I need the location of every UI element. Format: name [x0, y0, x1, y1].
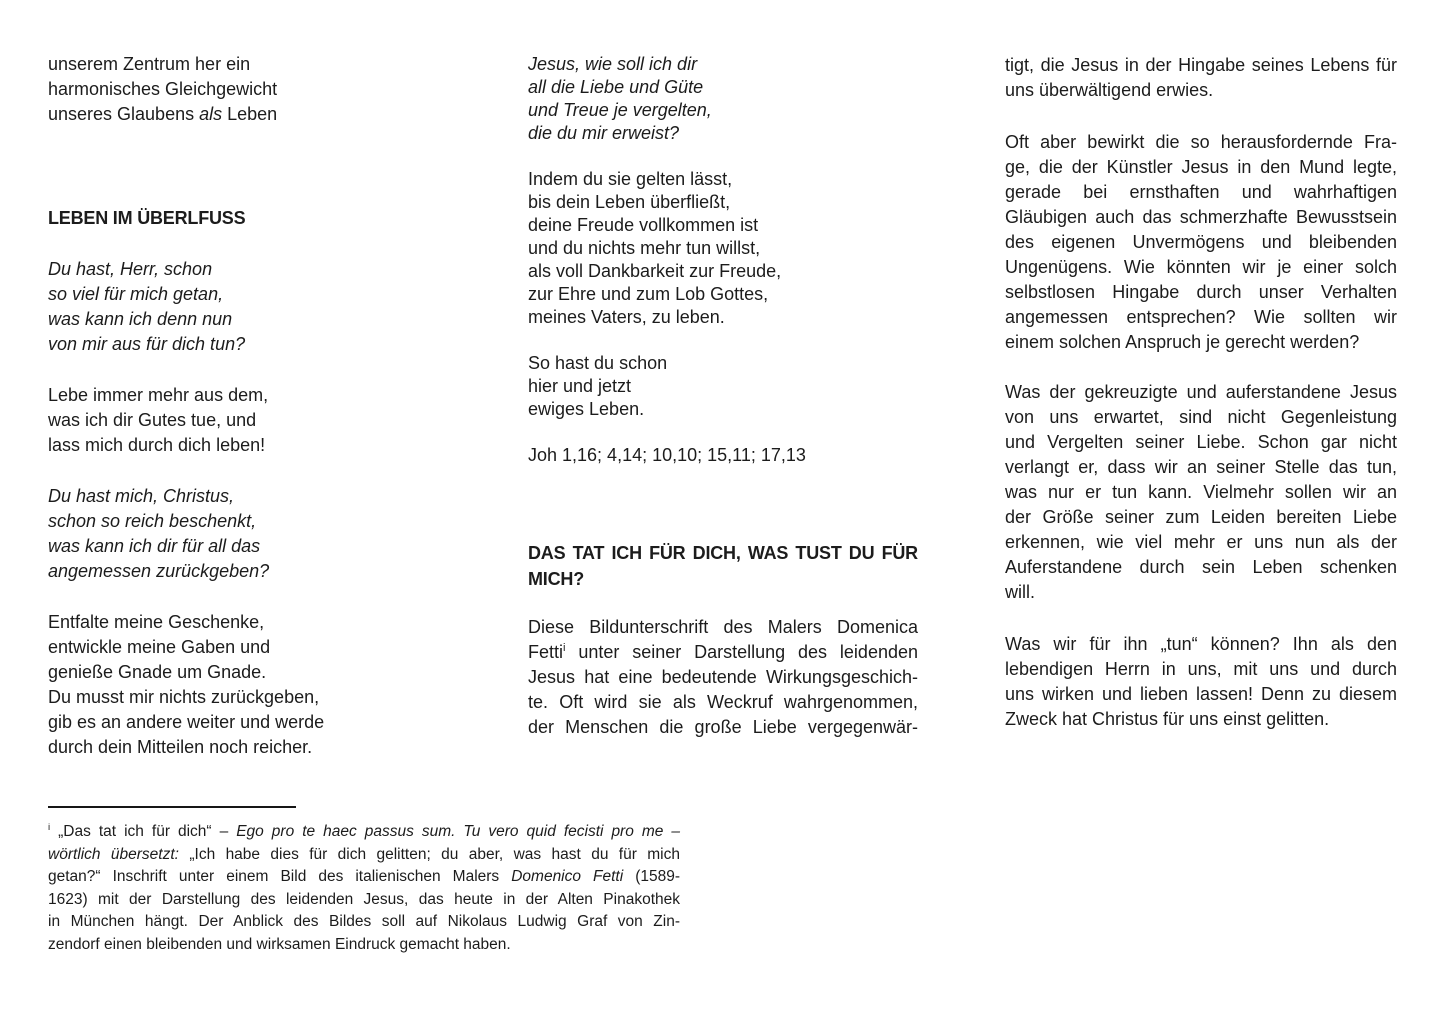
- footnote-reference-mark: i: [563, 642, 566, 654]
- text-line: zur Ehre und zum Lob Gottes,: [528, 284, 769, 304]
- text-line: Diese Bildunterschrift des Malers Domenica: [528, 617, 918, 637]
- stanza: [48, 610, 388, 760]
- text-line: Gläubigen auch das schmerzhafte Bewusstsein: [1005, 207, 1397, 227]
- text-line: tigt, die Jesus in der Hingabe seines Lebens für: [1005, 55, 1397, 75]
- text-line: uns überwältigend erwies.: [1005, 80, 1214, 100]
- text-line: meines Vaters, zu leben.: [528, 307, 725, 327]
- text-line: will.: [1005, 582, 1035, 602]
- text-line: was ich dir Gutes tue, und: [48, 410, 257, 430]
- text-line: bis dein Leben überfließt,: [528, 192, 731, 212]
- stanza: [48, 484, 388, 584]
- text-line: gib es an andere weiter und werde: [48, 712, 325, 732]
- column-right: [1005, 53, 1397, 732]
- text-line: durch dein Mitteilen noch reicher.: [48, 737, 313, 757]
- text-line: uns wirken und lieben lassen! Denn zu diesem: [1005, 684, 1397, 704]
- text-line: zendorf einen bleibenden und wirksamen Eindruck gemacht haben.: [48, 935, 511, 953]
- paragraph: [528, 615, 918, 740]
- text-line: Jesus, wie soll ich dir: [528, 54, 698, 74]
- stanza: [528, 443, 918, 468]
- text-line: MICH?: [528, 569, 584, 589]
- text-line: des eigenen Unvermögens und bleibenden: [1005, 232, 1397, 252]
- text-line: was nur er tun kann. Vielmehr sollen wir an: [1005, 482, 1397, 502]
- stanza: [528, 352, 918, 421]
- text-line: hier und jetzt: [528, 376, 632, 396]
- text-line: genieße Gnade um Gnade.: [48, 662, 267, 682]
- text-line: und du nichts mehr tun willst,: [528, 238, 761, 258]
- text-line: gerade bei ernsthaften und wahrhaftigen: [1005, 182, 1397, 202]
- footnote-section: [48, 806, 680, 956]
- text-line: unserem Zentrum her ein: [48, 54, 251, 74]
- text-line: harmonisches Gleichgewicht: [48, 79, 278, 99]
- text-line: Was wir für ihn „tun“ können? Ihn als den: [1005, 634, 1397, 654]
- text-line: was kann ich denn nun: [48, 309, 233, 329]
- text-line: und Treue je vergelten,: [528, 100, 712, 120]
- text-line: unseres Glaubens als Leben: [48, 104, 278, 124]
- text-line: Joh 1,16; 4,14; 10,10; 15,11; 17,13: [528, 445, 806, 465]
- text-line: ge, die der Künstler Jesus in den Mund legte,: [1005, 157, 1397, 177]
- text-line: Du hast, Herr, schon: [48, 259, 213, 279]
- text-line: $^i$ „Das tat ich für dich“ – Ego pro te haec passus sum. Tu vero quid fecisti pro me –: [48, 821, 680, 840]
- text-line: lebendigen Herrn in uns, mit uns und durch: [1005, 659, 1397, 679]
- text-line: von mir aus für dich tun?: [48, 334, 246, 354]
- footnote-text: [48, 821, 680, 956]
- paragraph: [48, 821, 680, 956]
- text-line: all die Liebe und Güte: [528, 77, 704, 97]
- text-line: angemessen entsprechen? Wie sollten wir: [1005, 307, 1397, 327]
- text-line: Fetti$^i$ unter seiner Darstellung des leidenden: [528, 642, 918, 662]
- text-line: Auferstandene durch sein Leben schenken: [1005, 557, 1397, 577]
- section-heading: [48, 205, 388, 231]
- text-line: wörtlich übersetzt: „Ich habe dies für dich gelitten; du aber, was hast du für mich: [48, 845, 680, 863]
- text-line: Zweck hat Christus für uns einst gelitten.: [1005, 709, 1330, 729]
- text-line: Du hast mich, Christus,: [48, 486, 235, 506]
- text-line: angemessen zurückgeben?: [48, 561, 270, 581]
- text-line: ewiges Leben.: [528, 399, 645, 419]
- stanza: [48, 257, 388, 357]
- text-line: Du musst mir nichts zurückgeben,: [48, 687, 320, 707]
- text-line: Ungenügens. Wie könnten wir je einer solch: [1005, 257, 1397, 277]
- text-line: Entfalte meine Geschenke,: [48, 612, 265, 632]
- text-line: der Größe seiner zum Leiden bereiten Liebe: [1005, 507, 1397, 527]
- text-line: selbstlosen Hingabe durch unser Verhalten: [1005, 282, 1397, 302]
- paragraph: [1005, 380, 1397, 605]
- text-line: Jesus hat eine bedeutende Wirkungsgeschich-: [528, 667, 918, 687]
- column-middle: [528, 53, 918, 740]
- paragraph: [1005, 632, 1397, 732]
- text-line: schon so reich beschenkt,: [48, 511, 257, 531]
- stanza: [48, 383, 388, 458]
- text-line: deine Freude vollkommen ist: [528, 215, 759, 235]
- text-line: die du mir erweist?: [528, 123, 680, 143]
- footnote-separator-rule: [48, 806, 296, 808]
- text-line: von uns erwartet, sind nicht Gegenleistung: [1005, 407, 1397, 427]
- text-line: was kann ich dir für all das: [48, 536, 261, 556]
- section-heading: [528, 540, 918, 592]
- text-line: Was der gekreuzigte und auferstandene Jesus: [1005, 382, 1397, 402]
- text-line: Indem du sie gelten lässt,: [528, 169, 733, 189]
- text-line: DAS TAT ICH FÜR DICH, WAS TUST DU FÜR: [528, 543, 918, 563]
- text-line: als voll Dankbarkeit zur Freude,: [528, 261, 782, 281]
- text-line: So hast du schon: [528, 353, 668, 373]
- text-line: verlangt er, dass wir an seiner Stelle das tun,: [1005, 457, 1397, 477]
- text-line: Lebe immer mehr aus dem,: [48, 385, 269, 405]
- text-line: LEBEN IM ÜBERLFUSS: [48, 208, 246, 228]
- text-line: te. Oft wird sie als Weckruf wahrgenommen,: [528, 692, 918, 712]
- paragraph: [1005, 53, 1397, 103]
- stanza: [48, 52, 388, 127]
- text-line: lass mich durch dich leben!: [48, 435, 266, 455]
- text-line: so viel für mich getan,: [48, 284, 224, 304]
- text-line: 1623) mit der Darstellung des leidenden Jesus, das heute in der Alten Pinakothek: [48, 890, 680, 908]
- text-line: in München hängt. Der Anblick des Bildes soll auf Nikolaus Ludwig Graf von Zin-: [48, 913, 680, 930]
- text-line: Oft aber bewirkt die so herausfordernde Fra-: [1005, 132, 1397, 152]
- text-line: getan?“ Inschrift unter einem Bild des italienischen Malers Domenico Fetti (1589-: [48, 868, 680, 885]
- footnote-reference-mark: i: [48, 821, 51, 833]
- column-left: [48, 52, 388, 760]
- text-line: einem solchen Anspruch je gerecht werden?: [1005, 332, 1360, 352]
- text-line: und Vergelten seiner Liebe. Schon gar nicht: [1005, 432, 1397, 452]
- stanza: [528, 53, 918, 145]
- stanza: [528, 168, 918, 329]
- text-line: der Menschen die große Liebe vergegenwär-: [528, 717, 918, 737]
- text-line: erkennen, wie viel mehr er uns nun als der: [1005, 532, 1397, 552]
- paragraph: [1005, 130, 1397, 355]
- text-line: entwickle meine Gaben und: [48, 637, 271, 657]
